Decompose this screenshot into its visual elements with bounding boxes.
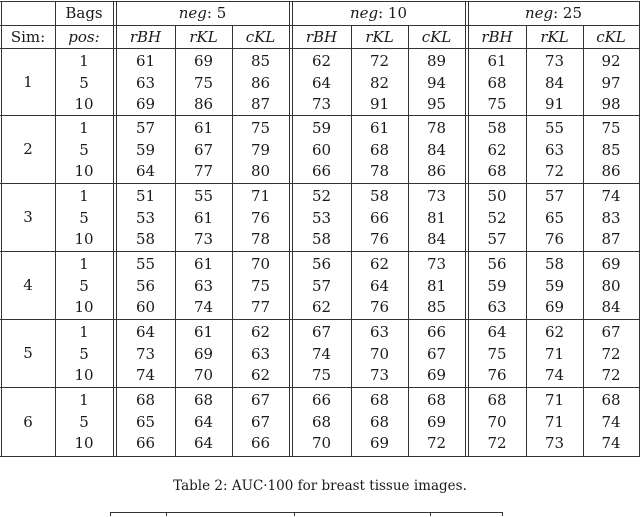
auc-value: 57 bbox=[311, 276, 332, 295]
auc-value: 68 bbox=[426, 391, 447, 409]
auc-value: 73 bbox=[311, 95, 332, 113]
sim-number: 5 bbox=[23, 344, 33, 362]
auc-value: 61 bbox=[193, 119, 214, 137]
auc-value: 68 bbox=[369, 412, 390, 431]
auc-value: 73 bbox=[544, 52, 565, 70]
auc-value: 58 bbox=[487, 119, 507, 137]
auc-value: 74 bbox=[601, 434, 621, 452]
sim-number: 3 bbox=[23, 208, 33, 226]
auc-value: 72 bbox=[369, 52, 390, 70]
auc-value: 84 bbox=[544, 73, 565, 92]
auc-value: 67 bbox=[193, 140, 214, 159]
pos-value: 5 bbox=[79, 344, 89, 363]
auc-value: 72 bbox=[426, 434, 447, 452]
auc-value: 80 bbox=[250, 162, 271, 180]
auc-value: 69 bbox=[135, 95, 156, 113]
pos-value: 10 bbox=[74, 434, 94, 452]
neg-label: neg bbox=[524, 4, 554, 22]
method-header-rbh: rBH bbox=[129, 28, 162, 46]
row-rule bbox=[0, 183, 640, 184]
auc-value: 75 bbox=[193, 73, 214, 92]
next-table-column-rule bbox=[110, 512, 111, 516]
auc-value: 64 bbox=[193, 412, 214, 431]
row-rule bbox=[0, 251, 640, 252]
auc-value: 58 bbox=[369, 187, 390, 205]
row-rule bbox=[0, 48, 640, 49]
neg-value: : 25 bbox=[553, 4, 583, 22]
auc-value: 71 bbox=[544, 412, 565, 431]
next-table-column-rule bbox=[430, 512, 431, 516]
neg-group-header bbox=[292, 2, 465, 24]
auc-value: 67 bbox=[250, 412, 271, 431]
auc-value: 84 bbox=[601, 298, 621, 316]
sim-number: 1 bbox=[23, 72, 33, 91]
auc-value: 73 bbox=[135, 344, 156, 363]
auc-value: 76 bbox=[487, 366, 507, 384]
auc-value: 77 bbox=[250, 298, 271, 316]
auc-value: 75 bbox=[311, 366, 332, 384]
auc-value: 55 bbox=[135, 255, 156, 273]
auc-value: 60 bbox=[135, 298, 156, 316]
row-rule bbox=[0, 319, 640, 320]
pos-value: 5 bbox=[79, 140, 89, 159]
auc-value: 67 bbox=[311, 323, 332, 341]
auc-value: 70 bbox=[311, 434, 332, 452]
auc-value: 68 bbox=[487, 391, 507, 409]
auc-value: 69 bbox=[544, 298, 565, 316]
auc-value: 52 bbox=[487, 208, 507, 227]
auc-value: 74 bbox=[601, 412, 621, 431]
auc-value: 74 bbox=[601, 187, 621, 205]
next-table-column-rule bbox=[294, 512, 295, 516]
auc-value: 61 bbox=[369, 119, 390, 137]
auc-value: 78 bbox=[369, 162, 390, 180]
auc-value: 53 bbox=[311, 208, 332, 227]
auc-value: 71 bbox=[250, 187, 271, 205]
auc-value: 87 bbox=[250, 95, 271, 113]
auc-value: 68 bbox=[487, 162, 507, 180]
auc-value: 58 bbox=[135, 230, 156, 248]
auc-value: 68 bbox=[311, 412, 332, 431]
pos-value: 5 bbox=[79, 208, 89, 227]
auc-value: 63 bbox=[487, 298, 507, 316]
method-header-ckl: cKL bbox=[596, 28, 626, 46]
sim-number: 6 bbox=[23, 412, 33, 431]
auc-value: 66 bbox=[426, 323, 447, 341]
auc-value: 53 bbox=[135, 208, 156, 227]
auc-value: 73 bbox=[544, 434, 565, 452]
column-rule bbox=[1, 1, 2, 456]
next-table-column-rule bbox=[502, 512, 503, 516]
auc-value: 67 bbox=[426, 344, 447, 363]
auc-value: 66 bbox=[369, 208, 390, 227]
auc-value: 63 bbox=[369, 323, 390, 341]
auc-value: 86 bbox=[601, 162, 621, 180]
auc-value: 91 bbox=[544, 95, 565, 113]
auc-value: 64 bbox=[135, 162, 156, 180]
auc-value: 68 bbox=[135, 391, 156, 409]
auc-value: 64 bbox=[135, 323, 156, 341]
auc-value: 56 bbox=[311, 255, 332, 273]
bags-header: Bags bbox=[65, 4, 103, 22]
auc-value: 74 bbox=[193, 298, 214, 316]
sim-header: Sim: bbox=[10, 28, 46, 46]
auc-value: 60 bbox=[311, 140, 332, 159]
auc-value: 73 bbox=[369, 366, 390, 384]
auc-value: 74 bbox=[311, 344, 332, 363]
auc-value: 70 bbox=[487, 412, 507, 431]
row-rule bbox=[0, 387, 640, 388]
method-header-rkl: rKL bbox=[540, 28, 569, 46]
auc-value: 61 bbox=[193, 208, 214, 227]
auc-value: 75 bbox=[601, 119, 621, 137]
auc-value: 70 bbox=[250, 255, 271, 273]
auc-value: 58 bbox=[311, 230, 332, 248]
auc-value: 76 bbox=[250, 208, 271, 227]
auc-value: 73 bbox=[426, 187, 447, 205]
auc-value: 72 bbox=[601, 344, 621, 363]
auc-value: 82 bbox=[369, 73, 390, 92]
auc-value: 75 bbox=[250, 276, 271, 295]
pos-value: 10 bbox=[74, 230, 94, 248]
auc-value: 64 bbox=[369, 276, 390, 295]
auc-value: 62 bbox=[544, 323, 565, 341]
auc-value: 70 bbox=[193, 366, 214, 384]
pos-value: 5 bbox=[79, 412, 89, 431]
pos-value: 1 bbox=[79, 52, 89, 70]
auc-value: 85 bbox=[426, 298, 447, 316]
auc-value: 72 bbox=[487, 434, 507, 452]
neg-group-header bbox=[116, 2, 289, 24]
auc-value: 66 bbox=[311, 391, 332, 409]
auc-value: 55 bbox=[193, 187, 214, 205]
auc-value: 69 bbox=[601, 255, 621, 273]
auc-value: 86 bbox=[250, 73, 271, 92]
auc-value: 63 bbox=[193, 276, 214, 295]
auc-value: 89 bbox=[426, 52, 447, 70]
pos-value: 5 bbox=[79, 276, 89, 295]
method-header-rbh: rBH bbox=[481, 28, 513, 46]
table-caption: Table 2: AUC·100 for breast tissue images. bbox=[173, 478, 467, 494]
auc-value: 76 bbox=[369, 298, 390, 316]
auc-value: 98 bbox=[601, 95, 621, 113]
auc-value: 69 bbox=[369, 434, 390, 452]
sim-number: 4 bbox=[23, 276, 33, 294]
auc-value: 97 bbox=[601, 73, 621, 92]
auc-value: 78 bbox=[426, 119, 447, 137]
method-header-rkl: rKL bbox=[189, 28, 218, 46]
column-rule bbox=[465, 1, 466, 456]
auc-value: 84 bbox=[426, 140, 447, 159]
auc-value: 59 bbox=[135, 140, 156, 159]
neg-value: : 5 bbox=[206, 4, 227, 22]
auc-value: 73 bbox=[426, 255, 447, 273]
auc-value: 50 bbox=[487, 187, 507, 205]
auc-value: 78 bbox=[250, 230, 271, 248]
auc-value: 76 bbox=[544, 230, 565, 248]
method-header-ckl: cKL bbox=[245, 28, 276, 46]
next-table-column-rule bbox=[166, 512, 167, 516]
auc-value: 59 bbox=[544, 276, 565, 295]
auc-value: 61 bbox=[487, 52, 507, 70]
auc-value: 72 bbox=[544, 162, 565, 180]
auc-value: 66 bbox=[250, 434, 271, 452]
auc-value: 57 bbox=[487, 230, 507, 248]
auc-value: 86 bbox=[426, 162, 447, 180]
pos-value: 1 bbox=[79, 391, 89, 409]
auc-value: 94 bbox=[426, 73, 447, 92]
auc-value: 71 bbox=[544, 391, 565, 409]
auc-value: 69 bbox=[426, 412, 447, 431]
auc-value: 92 bbox=[601, 52, 621, 70]
auc-value: 62 bbox=[250, 366, 271, 384]
row-rule bbox=[0, 115, 640, 116]
auc-value: 58 bbox=[544, 255, 565, 273]
auc-value: 64 bbox=[311, 73, 332, 92]
auc-value: 80 bbox=[601, 276, 621, 295]
pos-value: 10 bbox=[74, 162, 94, 180]
auc-value: 65 bbox=[544, 208, 565, 227]
neg-label: neg bbox=[178, 4, 207, 22]
auc-value: 67 bbox=[250, 391, 271, 409]
sim-number: 2 bbox=[23, 140, 33, 158]
auc-value: 61 bbox=[135, 52, 156, 70]
auc-value: 86 bbox=[193, 95, 214, 113]
auc-value: 83 bbox=[601, 208, 621, 227]
neg-group-header bbox=[468, 2, 639, 24]
auc-value: 91 bbox=[369, 95, 390, 113]
neg-value: : 10 bbox=[378, 4, 408, 22]
auc-value: 57 bbox=[544, 187, 565, 205]
pos-value: 1 bbox=[79, 255, 89, 273]
method-header-ckl: cKL bbox=[421, 28, 452, 46]
auc-value: 56 bbox=[135, 276, 156, 295]
auc-value: 57 bbox=[135, 119, 156, 137]
pos-value: 1 bbox=[79, 119, 89, 137]
auc-value: 71 bbox=[544, 344, 565, 363]
row-rule bbox=[0, 456, 640, 457]
column-rule bbox=[289, 1, 290, 456]
pos-value: 10 bbox=[74, 366, 94, 384]
auc-value: 64 bbox=[487, 323, 507, 341]
neg-label: neg bbox=[349, 4, 379, 22]
auc-value: 59 bbox=[487, 276, 507, 295]
pos-value: 10 bbox=[74, 298, 94, 316]
auc-value: 63 bbox=[544, 140, 565, 159]
auc-value: 69 bbox=[193, 344, 214, 363]
auc-value: 68 bbox=[369, 391, 390, 409]
auc-value: 75 bbox=[487, 344, 507, 363]
auc-value: 77 bbox=[193, 162, 214, 180]
auc-value: 72 bbox=[601, 366, 621, 384]
auc-value: 74 bbox=[544, 366, 565, 384]
method-header-rkl: rKL bbox=[365, 28, 394, 46]
auc-value: 62 bbox=[250, 323, 271, 341]
pos-value: 5 bbox=[79, 73, 89, 92]
auc-value: 69 bbox=[193, 52, 214, 70]
pos-header: pos: bbox=[68, 28, 100, 46]
auc-value: 52 bbox=[311, 187, 332, 205]
pos-value: 1 bbox=[79, 323, 89, 341]
auc-value: 75 bbox=[250, 119, 271, 137]
auc-value: 66 bbox=[311, 162, 332, 180]
auc-value: 55 bbox=[544, 119, 565, 137]
auc-value: 79 bbox=[250, 140, 271, 159]
auc-value: 84 bbox=[426, 230, 447, 248]
auc-value: 65 bbox=[135, 412, 156, 431]
next-table-top-border bbox=[110, 512, 502, 517]
auc-value: 85 bbox=[601, 140, 621, 159]
auc-value: 63 bbox=[250, 344, 271, 363]
auc-value: 87 bbox=[601, 230, 621, 248]
auc-value: 69 bbox=[426, 366, 447, 384]
auc-value: 62 bbox=[311, 52, 332, 70]
auc-value: 63 bbox=[135, 73, 156, 92]
auc-value: 62 bbox=[369, 255, 390, 273]
auc-value: 59 bbox=[311, 119, 332, 137]
auc-value: 70 bbox=[369, 344, 390, 363]
auc-value: 68 bbox=[487, 73, 507, 92]
auc-value: 73 bbox=[193, 230, 214, 248]
auc-value: 76 bbox=[369, 230, 390, 248]
auc-value: 51 bbox=[135, 187, 156, 205]
column-rule bbox=[113, 1, 114, 456]
auc-value: 81 bbox=[426, 276, 447, 295]
auc-value: 62 bbox=[487, 140, 507, 159]
auc-value: 68 bbox=[369, 140, 390, 159]
method-header-rbh: rBH bbox=[305, 28, 338, 46]
auc-value: 56 bbox=[487, 255, 507, 273]
auc-value: 74 bbox=[135, 366, 156, 384]
auc-value: 95 bbox=[426, 95, 447, 113]
auc-value: 67 bbox=[601, 323, 621, 341]
auc-value: 61 bbox=[193, 255, 214, 273]
auc-value: 64 bbox=[193, 434, 214, 452]
auc-value: 68 bbox=[193, 391, 214, 409]
auc-value: 81 bbox=[426, 208, 447, 227]
auc-value: 66 bbox=[135, 434, 156, 452]
auc-value: 85 bbox=[250, 52, 271, 70]
auc-value: 75 bbox=[487, 95, 507, 113]
auc-value: 61 bbox=[193, 323, 214, 341]
auc-value: 68 bbox=[601, 391, 621, 409]
pos-value: 10 bbox=[74, 95, 94, 113]
pos-value: 1 bbox=[79, 187, 89, 205]
auc-value: 62 bbox=[311, 298, 332, 316]
